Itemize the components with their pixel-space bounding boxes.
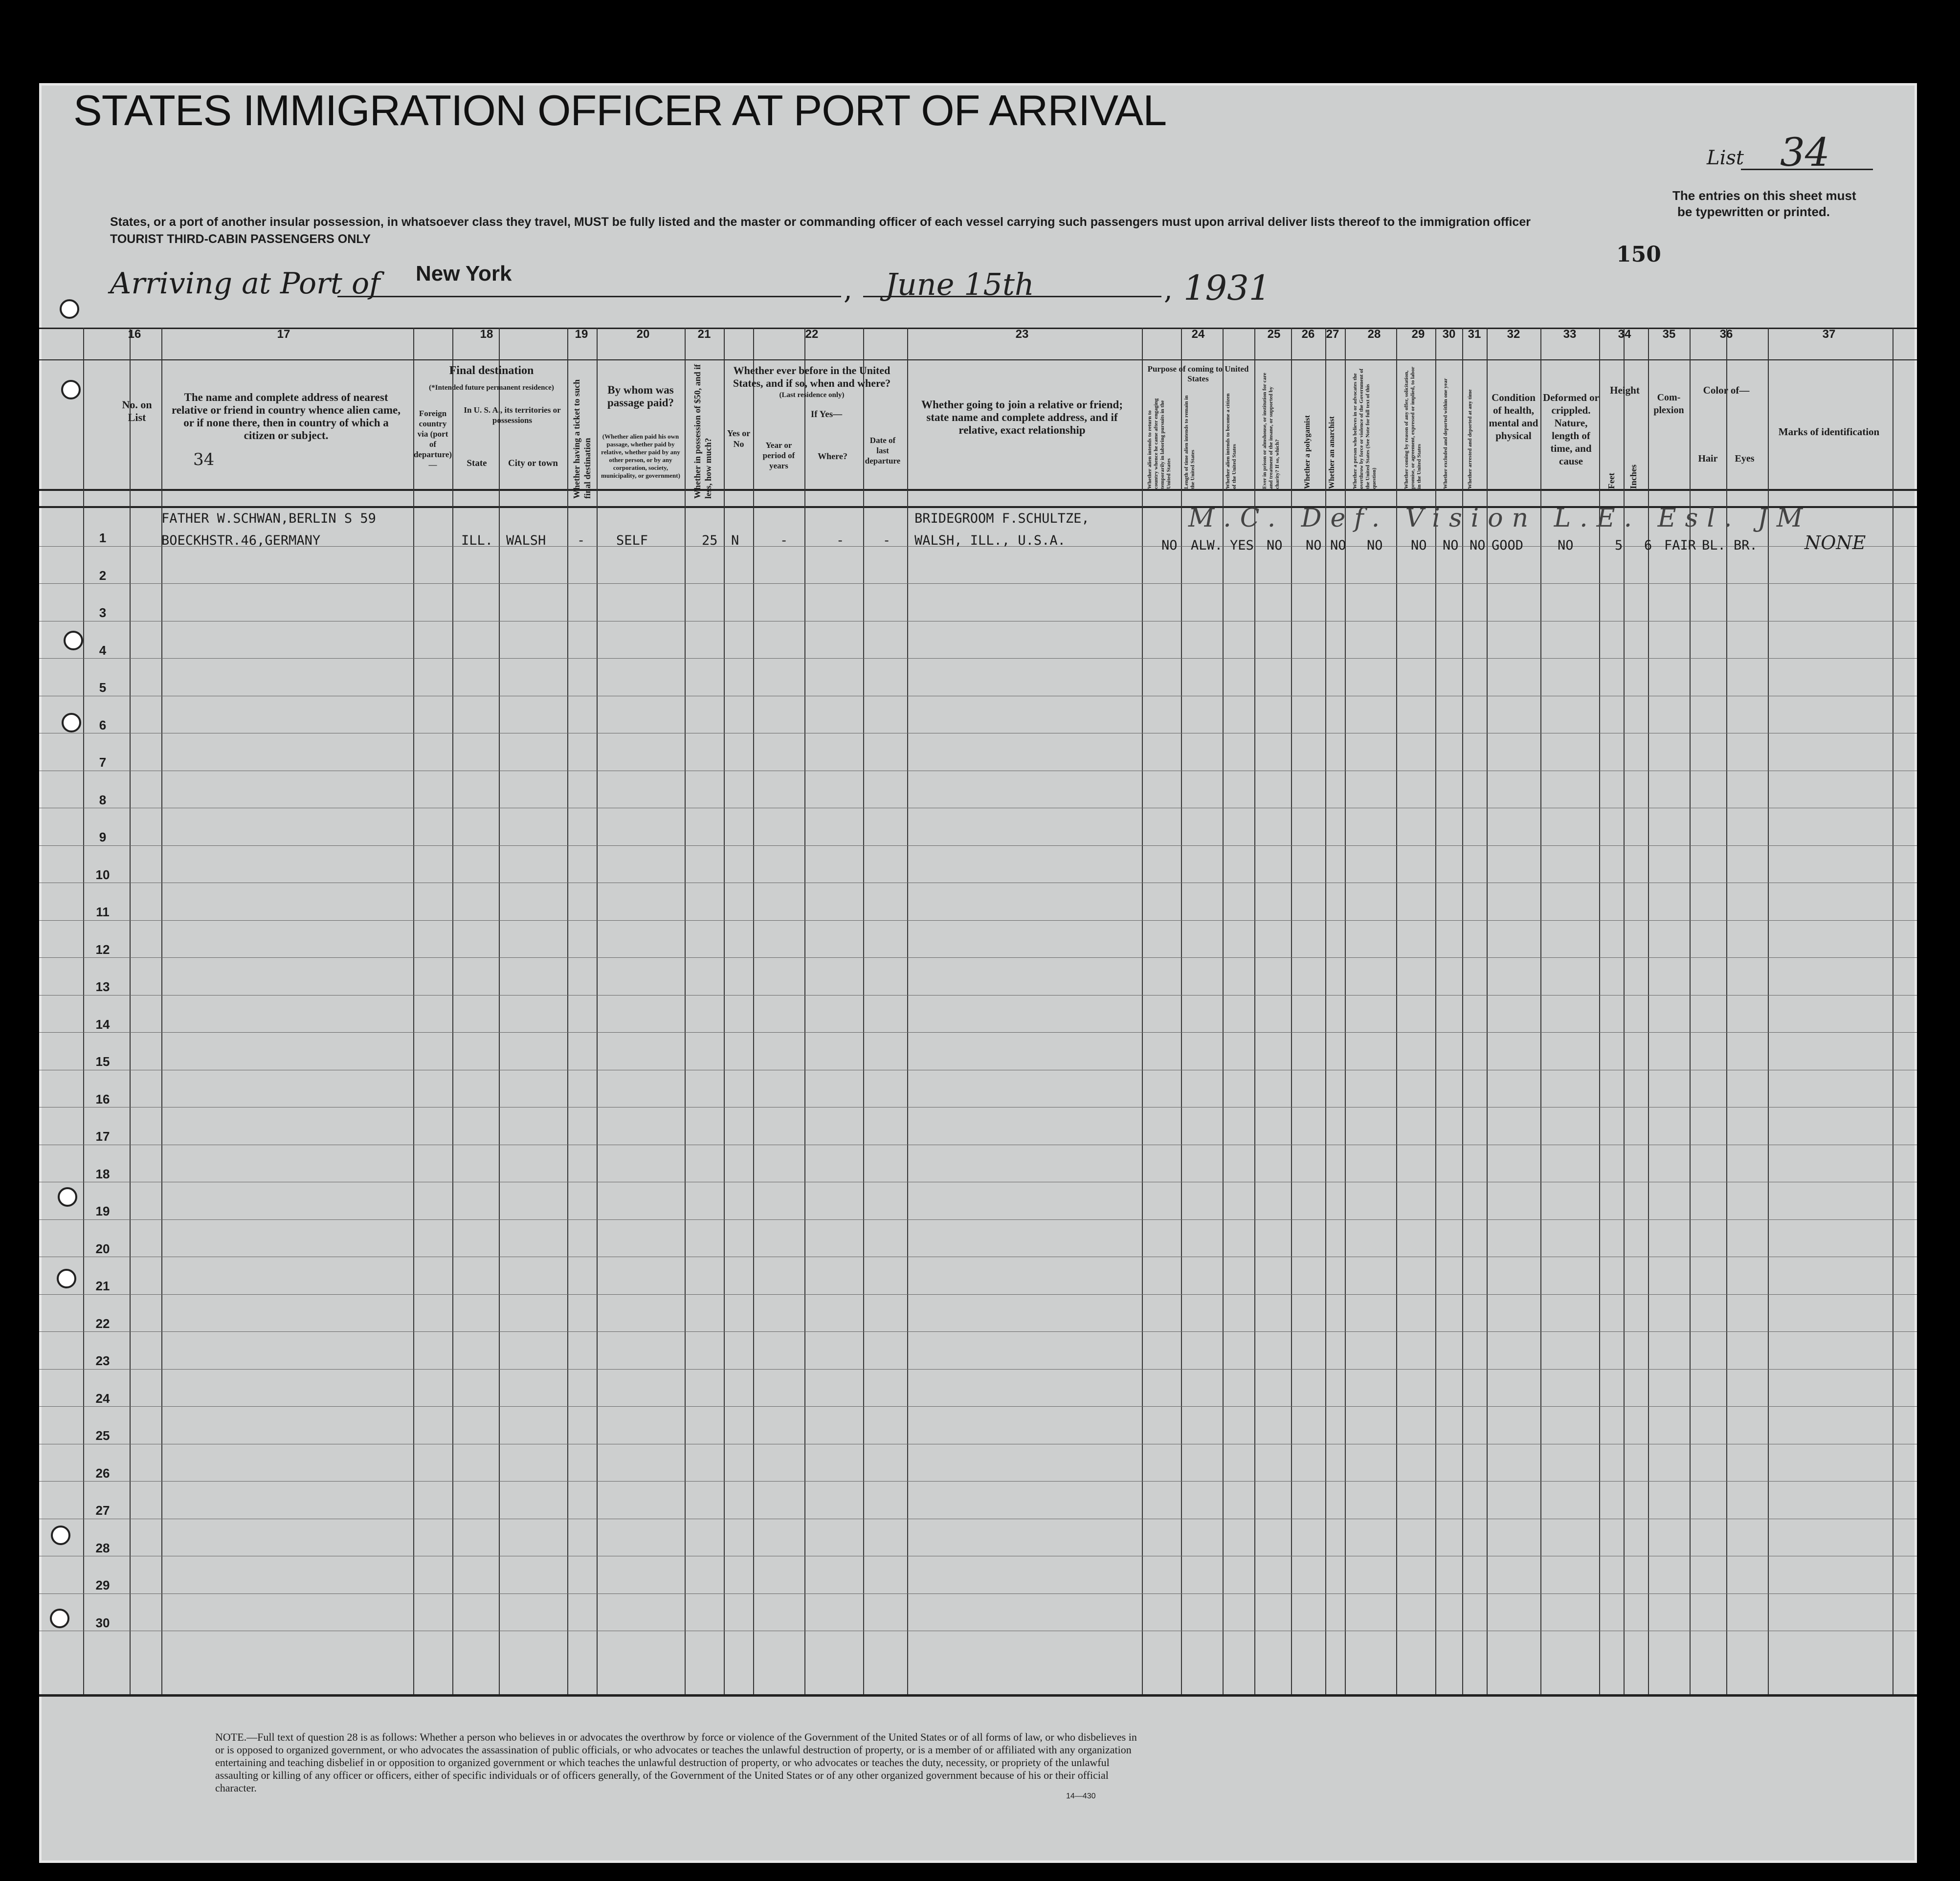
column-rule: [724, 328, 725, 1694]
hdr-ticket: Whether having a ticket to such final destination: [572, 379, 592, 499]
entry-years: -: [780, 533, 788, 548]
row-rule: [39, 1331, 1917, 1332]
colnum-22: 22: [805, 328, 819, 341]
year-value: 1931: [1183, 268, 1271, 308]
entries-note-2: be typewritten or printed.: [1677, 204, 1830, 219]
header-bottom-rule: [39, 489, 1917, 491]
date-comma: ,: [1164, 274, 1173, 306]
footnote-text: NOTE.—Full text of question 28 is as follows: Whether a person who believes in or advocates the overthrow by force or violence of the Government of the United States or of all forms of law, or who disbelieves in or is opposed to organized government, or who advocates the assassination of public officials, or who advocates or teaches the unlawful destruction of property, or is a member of or affiliated with any organization entertaining and teaching disbelief in or opposition to organized government or which teaches the unlawful destruction of property, or who advocates or teaches the duty, necessity, or propriety of the unlawful assaulting or killing of any officer or officers, either of specific individuals or of officers generally, of the Government of the United States or of any other organized government because of his or their official character.: [215, 1731, 1137, 1794]
row-rule: [39, 1369, 1917, 1370]
row-rule: [39, 845, 1917, 846]
entry-arrested: NO: [1470, 538, 1486, 553]
column-rule: [1181, 328, 1182, 1694]
hdr-ever-before: Whether ever before in the United States, and if so, when and where?: [733, 364, 891, 389]
entry-inches: 6: [1644, 538, 1652, 553]
list-label: List: [1707, 147, 1744, 169]
row-number: 25: [95, 1428, 110, 1443]
colnum-29: 29: [1411, 328, 1425, 341]
hdr-possession: Whether in possession of $50, and if less, how much?: [692, 364, 713, 499]
entry-prison: NO: [1267, 538, 1283, 553]
column-rule: [130, 328, 131, 1694]
column-rule: [597, 328, 598, 1694]
column-rule: [413, 328, 414, 1694]
column-rule: [685, 328, 686, 1694]
row-number: 27: [95, 1503, 110, 1518]
hdr-overthrow: Whether a person who believes in or advocates the overthrow by force or violence of the Government of the United States (See Note for full text of this question): [1352, 368, 1377, 489]
entry-anarchist: NO: [1330, 538, 1346, 553]
entry-relative-line1: FATHER W.SCHWAN,BERLIN S 59: [161, 511, 376, 526]
row-number: 24: [95, 1391, 110, 1406]
entry-join-line2: WALSH, ILL., U.S.A.: [914, 533, 1066, 548]
port-underline: [337, 296, 841, 297]
row-rule: [39, 1294, 1917, 1295]
row-number: 21: [95, 1279, 110, 1293]
colnum-35: 35: [1662, 328, 1676, 341]
row-number: 10: [95, 867, 110, 882]
hdr-state: State: [467, 458, 487, 468]
row-rule: [39, 1032, 1917, 1033]
entry-overthrow: NO: [1367, 538, 1383, 553]
table-bottom-rule: [39, 1694, 1917, 1697]
entry-return: NO: [1161, 538, 1178, 553]
row-number: 29: [95, 1578, 110, 1593]
entry-eyes: BR.: [1734, 538, 1758, 553]
hdr-final-destination-sub: (*Intended future permanent residence): [429, 384, 554, 392]
row-number: 28: [95, 1540, 110, 1555]
colnum-26: 26: [1301, 328, 1315, 341]
entry-relative-line2: BOECKHSTR.46,GERMANY: [161, 533, 321, 548]
row-number: 26: [95, 1465, 110, 1481]
entry-marks: NONE: [1804, 532, 1866, 553]
entry-city: WALSH: [506, 533, 546, 548]
row-number: 18: [95, 1166, 110, 1181]
row-number: 5: [99, 680, 107, 695]
hdr-foreign-country: Foreign country via (port of departure)—: [413, 409, 452, 469]
colnum-37: 37: [1822, 328, 1836, 341]
row-number: 8: [99, 792, 107, 807]
hdr-relative: The name and complete address of nearest relative or friend in country whence alien came, or if none there, then in country of which a citizen or subject.: [171, 391, 401, 442]
hdr-polygamist: Whether a polygamist: [1303, 415, 1312, 489]
row-number: 13: [95, 979, 110, 994]
row-number: 14: [95, 1017, 110, 1032]
list-underline: [1741, 169, 1873, 170]
hdr-anarchist: Whether an anarchist: [1328, 416, 1336, 489]
row-number: 11: [96, 905, 110, 919]
hdr-if-yes: If Yes—: [810, 409, 843, 420]
entry-feet: 5: [1615, 538, 1623, 553]
punch-hole: [62, 713, 81, 732]
date-value: June 15th: [885, 266, 1034, 302]
hdr-deformed: Deformed or crippled. Nature, length of time, and cause: [1543, 392, 1599, 467]
punch-hole: [61, 380, 81, 399]
colnum-34: 34: [1618, 328, 1631, 341]
column-rule: [452, 328, 453, 1694]
row-rule: [39, 1593, 1917, 1594]
handwritten-annotation: M.C. Def. Vision L.E. Esl. JM: [1188, 504, 1812, 533]
entry-length: ALW.: [1191, 538, 1223, 553]
entry-ever-before: N: [731, 533, 739, 548]
hdr-in-usa: In U. S. A., its territories or possessions: [464, 405, 561, 425]
row-number: 19: [95, 1204, 110, 1218]
form-title: STATES IMMIGRATION OFFICER AT PORT OF ARRIVAL: [73, 86, 1167, 134]
row-rule: [39, 1406, 1917, 1407]
entry-where: -: [836, 533, 845, 548]
colnum-24: 24: [1191, 328, 1205, 341]
row-rule: [39, 1481, 1917, 1482]
row-number: 6: [99, 717, 107, 732]
hdr-join: Whether going to join a relative or friend; state name and complete address, and if relative, exact relationship: [921, 398, 1123, 436]
colnum-19: 19: [575, 328, 588, 341]
entry-excluded: NO: [1443, 538, 1459, 553]
entry-passage: SELF: [616, 533, 648, 548]
column-rule: [907, 328, 908, 1694]
punch-hole: [58, 1187, 77, 1207]
punch-hole: [60, 299, 79, 319]
row-rule: [39, 583, 1917, 584]
hdr-marks: Marks of identification: [1778, 426, 1880, 438]
entries-note-1: The entries on this sheet must: [1672, 188, 1856, 203]
colnum-27: 27: [1326, 328, 1339, 341]
hdr-purpose-c: Whether alien intends to become a citizen of the United States: [1225, 393, 1237, 489]
hdr-city: City or town: [508, 458, 558, 468]
punch-hole: [51, 1526, 70, 1545]
hdr-hair: Hair: [1698, 453, 1718, 464]
entry-state: ILL.: [461, 533, 493, 548]
entry-money: 25: [702, 533, 718, 548]
row-number: 30: [95, 1615, 110, 1630]
row-rule: [39, 658, 1917, 659]
hdr-departure: Date of last departure: [865, 436, 901, 465]
relative-handnote: 34: [193, 450, 215, 469]
punch-hole: [57, 1269, 76, 1288]
row-number: 23: [95, 1353, 110, 1368]
column-rule: [804, 328, 805, 1694]
entry-citizen: YES: [1230, 538, 1254, 553]
hdr-offer: Whether coming by reason of any offer, solicitation, promise, or agreement, expressed or implied, to labor in the United States: [1403, 367, 1422, 489]
entry-join-line1: BRIDEGROOM F.SCHULTZE,: [914, 511, 1090, 526]
port-comma: ,: [844, 274, 852, 306]
hdr-passage: By whom was passage paid?: [607, 384, 674, 409]
colnum-33: 33: [1563, 328, 1577, 341]
colnum-16: 16: [128, 328, 141, 341]
port-label: Arriving at Port of: [110, 266, 380, 301]
row-rule: [39, 1219, 1917, 1220]
hdr-excluded: Whether excluded and deported within one year: [1443, 378, 1448, 489]
colnum-25: 25: [1267, 328, 1281, 341]
form-number: 14—430: [1066, 1792, 1096, 1800]
hdr-prison: Ever in prison or almshouse, or institution for care and treatment of the insane, or supported by charity? If so, which?: [1262, 373, 1280, 489]
row-rule: [39, 957, 1917, 958]
entry-ticket: -: [577, 533, 585, 548]
column-rule: [567, 328, 568, 1694]
colnum-32: 32: [1507, 328, 1520, 341]
port-value: New York: [416, 262, 512, 286]
hdr-ever-before-sub: (Last residence only): [779, 391, 845, 399]
punch-hole: [64, 631, 83, 650]
column-rule: [753, 328, 754, 1694]
list-number: 34: [1780, 130, 1830, 175]
entry-polygamist: NO: [1306, 538, 1322, 553]
row-number: 9: [99, 830, 107, 844]
colnum-21: 21: [697, 328, 711, 341]
colnum-17: 17: [277, 328, 290, 341]
colnum-30: 30: [1442, 328, 1456, 341]
row-number: 12: [95, 942, 110, 957]
hdr-where: Where?: [818, 451, 847, 461]
hdr-health: Condition of health, mental and physical: [1489, 392, 1538, 442]
hdr-final-destination: Final destination: [449, 364, 534, 377]
hdr-years: Year or period of years: [762, 441, 795, 470]
colnum-23: 23: [1015, 328, 1029, 341]
row-number: 20: [95, 1241, 110, 1256]
column-rule: [1142, 328, 1143, 1694]
entry-offer: NO: [1411, 538, 1427, 553]
entry-departure: -: [883, 533, 891, 548]
row-rule: [39, 995, 1917, 996]
hdr-feet: Feet: [1606, 473, 1616, 489]
hdr-purpose-a: Whether alien intends to return to country whence he came after engaging temporarily in laboring pursuits in the United States: [1147, 398, 1172, 489]
sheet-number: 150: [1616, 242, 1661, 267]
colnum-31: 31: [1468, 328, 1481, 341]
form-subtitle-2: TOURIST THIRD-CABIN PASSENGERS ONLY: [110, 232, 371, 246]
hdr-purpose-b: Length of time alien intends to remain in the United States: [1183, 395, 1196, 489]
entry-health: GOOD: [1492, 538, 1524, 553]
row-number: 7: [99, 755, 107, 770]
punch-hole: [50, 1609, 69, 1628]
row-number: 17: [95, 1129, 110, 1144]
colnum-20: 20: [636, 328, 650, 341]
row-number: 4: [99, 642, 107, 658]
row-rule: [39, 920, 1917, 921]
column-rule: [499, 328, 500, 1694]
hdr-height: Height: [1610, 384, 1640, 396]
hdr-no-on-list: No. on List: [122, 398, 152, 423]
row-number: 16: [95, 1091, 110, 1106]
row-number: 1: [99, 531, 107, 545]
colnum-rule: [39, 359, 1917, 360]
entry-complexion: FAIR: [1664, 538, 1696, 553]
hdr-color-of: Color of—: [1703, 384, 1750, 396]
hdr-inches: Inches: [1628, 464, 1638, 489]
hdr-arrested: Whether arrested and deported at any time: [1467, 389, 1473, 489]
row-number: 22: [95, 1316, 110, 1331]
hdr-purpose: Purpose of coming to United States: [1147, 364, 1249, 383]
colnum-18: 18: [480, 328, 493, 341]
hdr-eyes: Eyes: [1735, 453, 1755, 464]
hdr-passage-sub: (Whether alien paid his own passage, whether paid by relative, whether paid by any other person, or by any corporation, society, municipality, or government): [601, 433, 680, 479]
entry-hair: BL.: [1702, 538, 1726, 553]
hdr-complexion: Com-plexion: [1653, 392, 1684, 416]
entry-deformed: NO: [1558, 538, 1574, 553]
colnum-28: 28: [1367, 328, 1381, 341]
hdr-yes-no: Yes or No: [727, 428, 751, 449]
row-number: 3: [99, 605, 107, 620]
row-number: 15: [95, 1054, 110, 1069]
column-rule: [863, 328, 864, 1694]
colnum-36: 36: [1719, 328, 1733, 341]
form-subtitle-1: States, or a port of another insular possession, in whatsoever class they travel, MUST be fully listed and the master or commanding officer of each vessel carrying such passengers must upon arrival deliver lists thereof to the immigration officer: [110, 215, 1531, 229]
row-number: 2: [99, 568, 107, 583]
